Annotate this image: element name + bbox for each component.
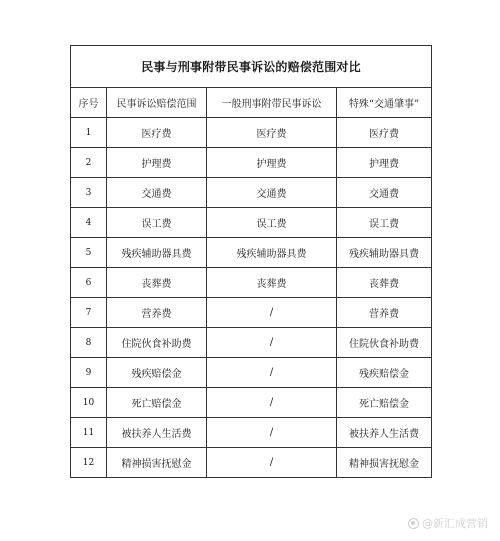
criminal-civil-cell: 丧葬费 [207,268,337,298]
civil-scope-cell: 死亡赔偿金 [107,388,207,418]
civil-scope-cell: 住院伙食补助费 [107,328,207,358]
watermark [408,515,488,531]
row-index-cell: 8 [71,328,107,358]
civil-scope-cell: 医疗费 [107,118,207,148]
row-index-cell: 5 [71,238,107,268]
table-row [71,328,432,358]
criminal-civil-cell: 误工费 [207,208,337,238]
row-index-cell: 9 [71,358,107,388]
civil-scope-cell: 交通费 [107,178,207,208]
criminal-civil-cell: / [207,328,337,358]
table-row [71,388,432,418]
criminal-civil-cell: 交通费 [207,178,337,208]
table-row [71,118,432,148]
table-header-row [71,88,432,118]
traffic-accident-cell: 丧葬费 [337,268,432,298]
header-criminal-civil: 一般刑事附带民事诉讼 [207,88,337,118]
traffic-accident-cell: 营养费 [337,298,432,328]
traffic-accident-cell: 护理费 [337,148,432,178]
civil-scope-cell: 精神损害抚慰金 [107,448,207,478]
traffic-accident-cell: 残疾辅助器具费 [337,238,432,268]
header-index: 序号 [71,88,107,118]
civil-scope-cell: 护理费 [107,148,207,178]
table-row [71,208,432,238]
criminal-civil-cell: / [207,388,337,418]
civil-scope-cell: 营养费 [107,298,207,328]
criminal-civil-cell: 护理费 [207,148,337,178]
civil-scope-cell: 残疾赔偿金 [107,358,207,388]
table-body [71,118,432,478]
traffic-accident-cell: 死亡赔偿金 [337,388,432,418]
comparison-table [70,45,432,478]
criminal-civil-cell: 医疗费 [207,118,337,148]
criminal-civil-cell: 残疾辅助器具费 [207,238,337,268]
row-index-cell: 3 [71,178,107,208]
table-row [71,178,432,208]
traffic-accident-cell: 交通费 [337,178,432,208]
criminal-civil-cell: / [207,448,337,478]
row-index-cell: 1 [71,118,107,148]
criminal-civil-cell: / [207,358,337,388]
row-index-cell: 12 [71,448,107,478]
civil-scope-cell: 被扶养人生活费 [107,418,207,448]
criminal-civil-cell: / [207,298,337,328]
traffic-accident-cell: 医疗费 [337,118,432,148]
table-row [71,268,432,298]
traffic-accident-cell: 精神损害抚慰金 [337,448,432,478]
criminal-civil-cell: / [207,418,337,448]
row-index-cell: 2 [71,148,107,178]
row-index-cell: 4 [71,208,107,238]
table-row [71,148,432,178]
row-index-cell: 7 [71,298,107,328]
header-civil-scope: 民事诉讼赔偿范围 [107,88,207,118]
table-row [71,418,432,448]
traffic-accident-cell: 被扶养人生活费 [337,418,432,448]
traffic-accident-cell: 误工费 [337,208,432,238]
civil-scope-cell: 丧葬费 [107,268,207,298]
watermark-text: @新汇成营销 [422,517,488,530]
traffic-accident-cell: 残疾赔偿金 [337,358,432,388]
table-row [71,358,432,388]
table-row [71,298,432,328]
row-index-cell: 10 [71,388,107,418]
traffic-accident-cell: 住院伙食补助费 [337,328,432,358]
civil-scope-cell: 误工费 [107,208,207,238]
row-index-cell: 11 [71,418,107,448]
table-row [71,448,432,478]
table-row [71,238,432,268]
header-traffic-accident: 特殊“交通肇事” [337,88,432,118]
row-index-cell: 6 [71,268,107,298]
watermark-logo-icon [408,518,419,529]
civil-scope-cell: 残疾辅助器具费 [107,238,207,268]
table-title: 民事与刑事附带民事诉讼的赔偿范围对比 [71,46,432,88]
